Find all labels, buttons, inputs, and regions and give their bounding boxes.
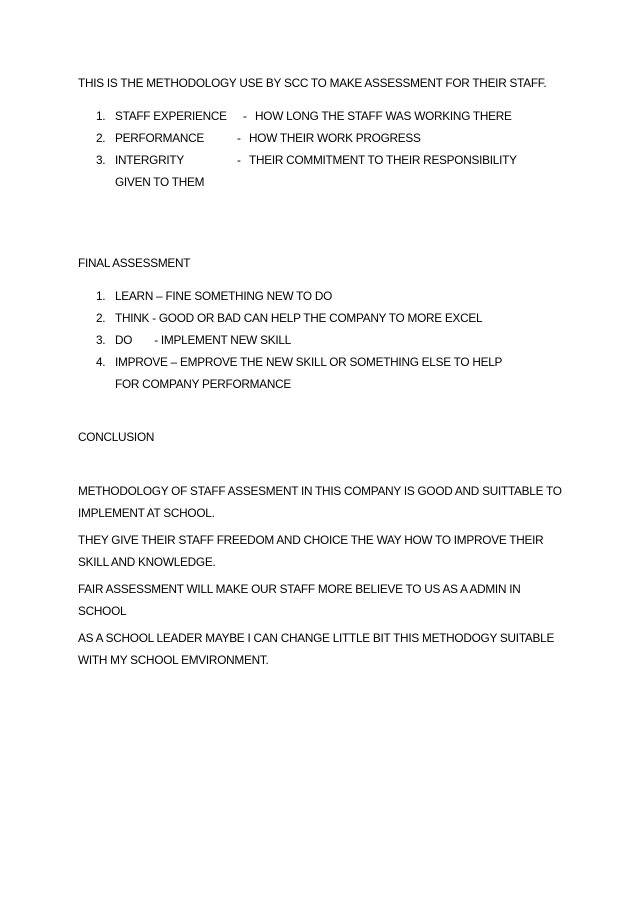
item-label: INTERGRITY	[115, 153, 184, 167]
conclusion-paragraph: FAIR ASSESSMENT WILL MAKE OUR STAFF MORE BELIEVE TO US AS A ADMIN IN SCHOOL	[78, 582, 521, 618]
item-text: IMPROVE – EMPROVE THE NEW SKILL OR SOMETHING ELSE TO HELP	[115, 355, 503, 369]
item-label: PERFORMANCE	[115, 131, 205, 145]
intro-paragraph: THIS IS THE METHODOLOGY USE BY SCC TO MAKE ASSESSMENT FOR THEIR STAFF.	[78, 76, 547, 90]
item-description: THEIR COMMITMENT TO THEIR RESPONSIBILITY	[249, 153, 517, 167]
list-number: 1.	[96, 289, 106, 303]
list-item	[78, 127, 568, 149]
list-item	[78, 285, 568, 307]
list-number: 2.	[96, 311, 106, 325]
conclusion-paragraph: METHODOLOGY OF STAFF ASSESMENT IN THIS COMPANY IS GOOD AND SUITTABLE TO IMPLEMENT AT SCHOOL.	[78, 484, 562, 520]
list-number: 4.	[96, 355, 106, 369]
conclusion-heading: CONCLUSION	[78, 430, 155, 444]
item-separator: -	[237, 153, 241, 167]
item-description-continued: GIVEN TO THEM	[115, 175, 205, 189]
item-text: THINK - GOOD OR BAD CAN HELP THE COMPANY TO MORE EXCEL	[115, 311, 483, 325]
item-label: DO	[115, 333, 133, 347]
item-separator: -	[243, 109, 247, 123]
list-item	[78, 105, 568, 127]
list-number: 3.	[96, 153, 106, 167]
list-number: 2.	[96, 131, 106, 145]
item-label: STAFF EXPERIENCE	[115, 109, 227, 123]
item-text: LEARN – FINE SOMETHING NEW TO DO	[115, 289, 333, 303]
list-number: 3.	[96, 333, 106, 347]
final-assessment-heading: FINAL ASSESSMENT	[78, 256, 191, 270]
conclusion-paragraph: AS A SCHOOL LEADER MAYBE I CAN CHANGE LITTLE BIT THIS METHODOGY SUITABLE WITH MY SCHOOL EMVIRONMENT.	[78, 631, 555, 667]
item-text-continued: FOR COMPANY PERFORMANCE	[115, 377, 292, 391]
list-item	[78, 307, 568, 329]
list-number: 1.	[96, 109, 106, 123]
item-description: HOW LONG THE STAFF WAS WORKING THERE	[255, 109, 512, 123]
list-item	[78, 149, 568, 193]
conclusion-paragraph: THEY GIVE THEIR STAFF FREEDOM AND CHOICE THE WAY HOW TO IMPROVE THEIR SKILL AND KNOWLEDGE.	[78, 533, 544, 569]
methodology-list	[78, 105, 568, 193]
item-description: HOW THEIR WORK PROGRESS	[249, 131, 421, 145]
final-assessment-list	[78, 285, 568, 395]
document-body	[78, 72, 568, 676]
list-item	[78, 329, 568, 351]
list-item	[78, 351, 568, 395]
item-separator: -	[237, 131, 241, 145]
item-text: - IMPLEMENT NEW SKILL	[154, 333, 291, 347]
